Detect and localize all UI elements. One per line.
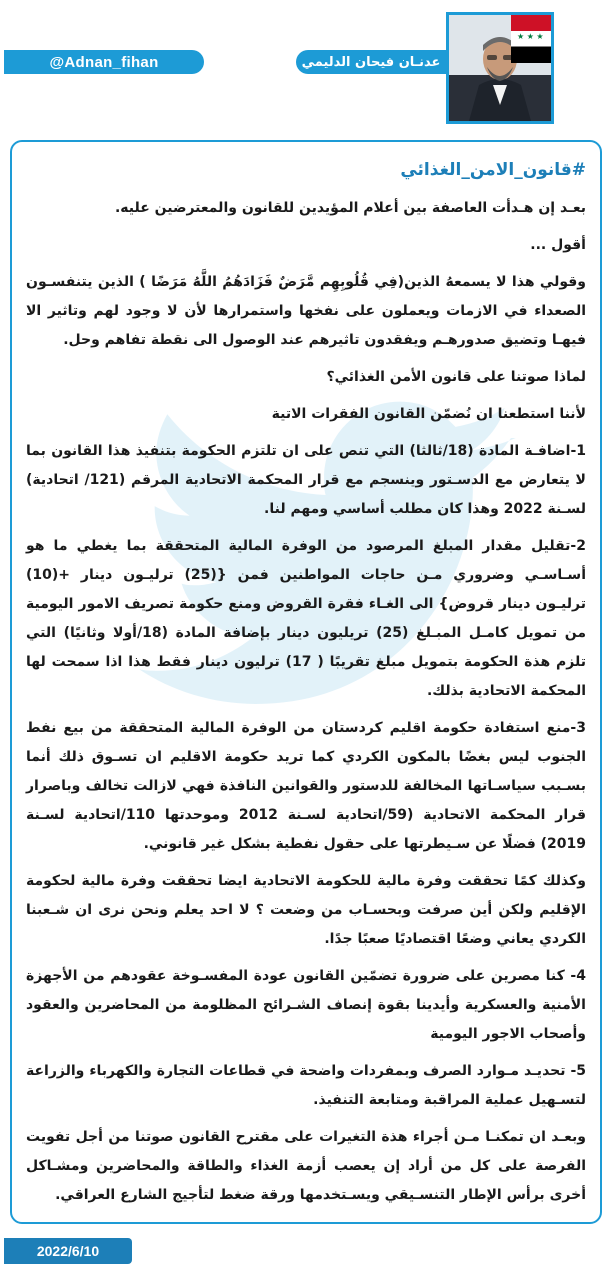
paragraph-point-2: 2-تقليل مقدار المبلغ المرصود من الوفرة المالية المتحققة بما يغطي ما هو أسـاسـي وضروري مـن حاجات المواطنين فمن {(25) ترليـون دينار +(10) ترليـون دينار قروض} الى الغـاء فقرة القروض ومنع حكومة تصريف الامور اليومية من تمويل كامـل المبـلغ (25) تريليون دينار بإضافة المادة (18/أولا وثانيًا) التي تلزم هذة الحكومة بتمويل مبلغ تقريبًا ( 17) ترليون دينار فقط هذا اذا سمحت لها المحكمة الاتحادية بذلك.	[26, 538, 586, 699]
header	[0, 0, 608, 130]
post-content	[26, 160, 586, 1218]
paragraph-conclusion: وبعـد ان تمكنـا مـن أجراء هذة التغيرات على مقترح القانون صوتنا من أجل تفويت الفرصة على كل من أراد إن يعصب أزمة الغذاء والطاقة والمحاضرين ومشـاكل أخرى برأس الإطار التنسـيقي ويسـتخدمها ورقة ضغط لتأجيج الشارع العراقي.	[26, 1129, 586, 1203]
paragraph-quote: وقولي هذا لا يسمعهُ الذين(فِي قُلُوبِهِم مَّرَضٌ فَزَادَهُمُ اللَّهُ مَرَضًا ) الذين يتنفسـون الصعداء في الازمات ويعملون على نفخها واستمرارها لأن لا وجود لهم وتاثير الا فيهـا وتضيق صدورهـم ويفقدون تاثيرهم عند الوصول الى نقطة تفاهم وحل.	[26, 274, 586, 348]
paragraph-question: لماذا صوتنا على قانون الأمن الغذائي؟	[326, 369, 586, 385]
post-card	[10, 140, 602, 1224]
paragraph-point-3: 3-منع استفادة حكومة اقليم كردستان من الوفرة المالية المتحققة من بيع نفط الجنوب ليس بغضًا بالمكون الكردي كما تريد حكومة الاقليم ان تسـوق ذلك أنما بسـبب سياسـاتها المخالفة للدستور والقوانين النافذة فهي لازالت تخالف وباصرار قرار المحكمة الاتحادية (59/اتحادية لسـنة 2012 وموحدتها 110/اتحادية لسـنة 2019) فضلًا عن سـيطرتها على حقول نفطية بشكل غير قانوني.	[26, 720, 587, 852]
paragraph-point-5: 5- تحديـد مـوارد الصرف وبمفردات واضحة في قطاعات التجارة والكهرباء والزراعة لتسـهيل عملية المراقبة ومتابعة التنفيذ.	[26, 1063, 586, 1108]
twitter-handle-badge[interactable]	[4, 50, 204, 74]
paragraph-say: أقول ...	[530, 237, 586, 253]
date-badge	[4, 1238, 132, 1264]
twitter-handle[interactable]: @Adnan_fihan	[49, 53, 159, 71]
paragraph-point-4: 4- كنا مصرين على ضرورة تضمّين القانون عودة المفسـوخة عقودهم من الأجهزة الأمنية والعسكرية وأيدينا بقوة إنصاف الشـرائح المظلومة من المحاضرين والعقود وأصحاب الاجور اليومية	[26, 968, 586, 1042]
iraq-flag-icon: ★ ★ ★	[511, 15, 551, 63]
paragraph-region-surplus: وكذلك كمًا تحققت وفرة مالية للحكومة الاتحادية ايضا تحققت وفرة مالية لحكومة الإقليم ولكن أين صرفت وبحسـاب من وضعت ؟ لا احد يعلم ونحن نرى ان شـعبنا الكردي يعاني وضعًا اقتصاديًا صعبًا جدًا.	[26, 873, 586, 947]
paragraph-point-1: 1-اضافـة المادة (18/ثالثا) التي تنص على ان تلتزم الحكومة بتنفيذ هذا القانون بما لا يتعارض مع الدسـتور وينسجم مع قرار المحكمة الاتحادية المرقم (121/ اتحادية) لسـنة 2022 وهذا كان مطلب أساسي ومهم لنا.	[26, 443, 587, 517]
author-name: عدنـان فيحان الدليمي	[301, 54, 441, 70]
author-name-badge	[296, 50, 446, 74]
paragraph-because: لأننا استطعنا ان نُضمّن القانون الفقرات الاتية	[271, 406, 586, 422]
hashtag-title[interactable]: #قانون_الامن_الغذائي	[400, 160, 586, 180]
author-photo	[446, 12, 554, 124]
paragraph-intro: بعـد إن هـدأت العاصفة بين أعلام المؤيدين للقانون والمعترضين عليه.	[114, 200, 586, 216]
post-date: 2022/6/10	[36, 1243, 100, 1259]
